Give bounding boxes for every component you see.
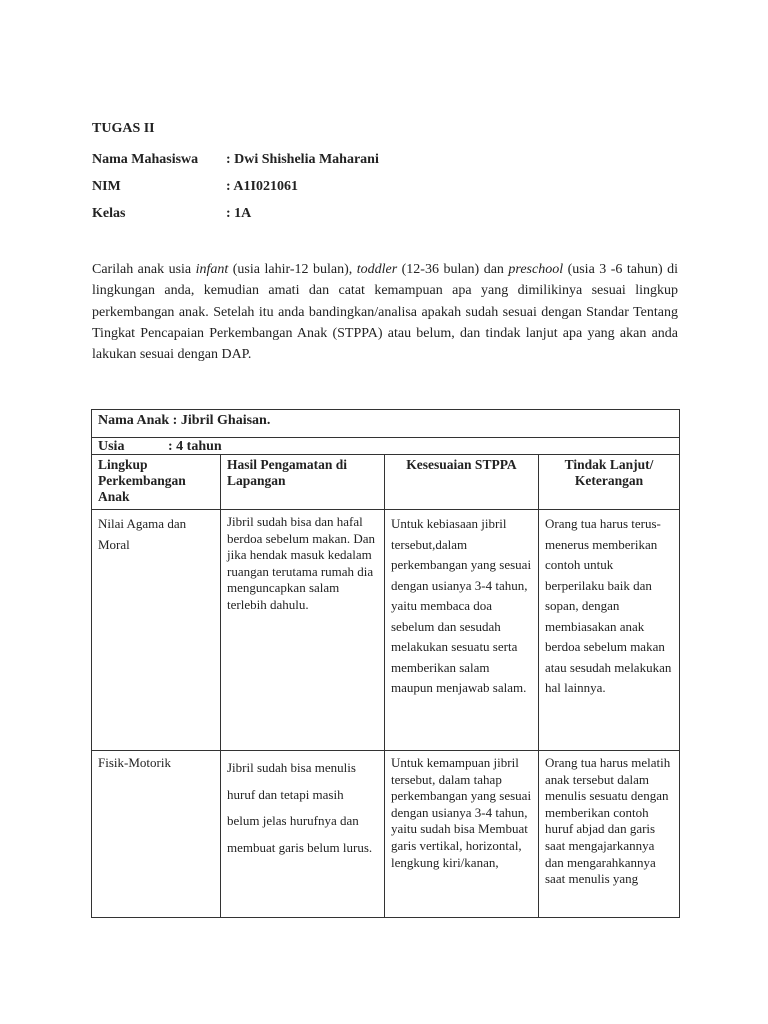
student-class-row (92, 200, 379, 227)
cell-area: Fisik-Motorik (92, 751, 221, 918)
column-header-area: Lingkup Perkembangan Anak (92, 455, 221, 510)
cell-followup: Orang tua harus melatih anak tersebut dalam menulis sesuatu dengan memberikan contoh huruf abjad dan garis saat mengajarkannya dan mengarahkannya saat menulis yang (539, 751, 680, 918)
field-label: NIM (92, 178, 121, 194)
instruction-term-preschool: preschool (508, 262, 564, 277)
cell-followup: Orang tua harus terus-menerus memberikan contoh untuk berperilaku baik dan sopan, dengan membiasakan anak berdoa sebelum makan atau sesudah melakukan hal lainnya. (539, 510, 680, 751)
column-header-row (92, 455, 680, 510)
field-label: Kelas (92, 205, 126, 221)
cell-observation: Jibril sudah bisa menulis huruf dan tetapi masih belum jelas hurufnya dan membuat garis belum lurus. (221, 751, 385, 918)
instruction-term-infant: infant (195, 262, 229, 277)
child-name-row (92, 410, 680, 438)
assignment-title: TUGAS II (92, 121, 155, 136)
cell-observation: Jibril sudah bisa dan hafal berdoa sebelum makan. Dan jika hendak masuk kedalam ruangan terutama rumah dia menguncapkan salam terlebih dahulu. (221, 510, 385, 751)
table-row (92, 510, 680, 751)
cell-stppa: Untuk kemampuan jibril tersebut, dalam tahap perkembangan yang sesuai dengan usianya 3-4 tahun, yaitu sudah bisa Membuat garis vertikal, horizontal, lengkung kiri/kanan, (385, 751, 539, 918)
table-row (92, 751, 680, 918)
child-name-cell: Nama Anak : Jibril Ghaisan. (92, 410, 680, 438)
instruction-term-toddler: toddler (356, 262, 398, 277)
field-label: Nama Mahasiswa (92, 151, 199, 167)
instruction-text: Carilah anak usia (92, 262, 196, 277)
age-label: Usia (98, 439, 125, 454)
age-value: : 4 tahun (168, 439, 222, 454)
field-value: : 1A (226, 205, 252, 221)
column-header-followup: Tindak Lanjut/ Keterangan (539, 455, 680, 510)
assignment-header (92, 119, 379, 227)
field-value: : A1I021061 (226, 178, 298, 194)
instruction-text: (usia 3 -6 tahun) di lingkungan anda, kemudian amati dan catat kemampuan apa yang dimilikinya sesuai lingkup perkembangan anak. Setelah itu anda bandingkan/analisa apakah sudah sesuai dengan Standar Tentang Tingkat Pencapaian Perkembangan Anak (STPPA) atau belum, dan tindak lanjut apa yang akan anda lakukan sesuai dengan DAP. (92, 262, 679, 363)
field-value: : Dwi Shishelia Maharani (226, 151, 379, 167)
instruction-text: (usia lahir-12 bulan), (228, 262, 357, 277)
instruction-paragraph (92, 259, 678, 365)
column-header-observation: Hasil Pengamatan di Lapangan (221, 455, 385, 510)
student-name-row (92, 146, 379, 173)
child-age-row (92, 438, 680, 455)
column-header-stppa: Kesesuaian STPPA (385, 455, 539, 510)
instruction-text: (12-36 bulan) dan (397, 262, 509, 277)
child-age-cell (92, 438, 680, 455)
observation-table (91, 409, 680, 918)
student-nim-row (92, 173, 379, 200)
cell-area: Nilai Agama dan Moral (92, 510, 221, 751)
cell-stppa: Untuk kebiasaan jibril tersebut,dalam perkembangan yang sesuai dengan usianya 3-4 tahun, yaitu membaca doa sebelum dan sesudah melakukan sesuatu serta memberikan salam maupun menjawab salam. (385, 510, 539, 751)
